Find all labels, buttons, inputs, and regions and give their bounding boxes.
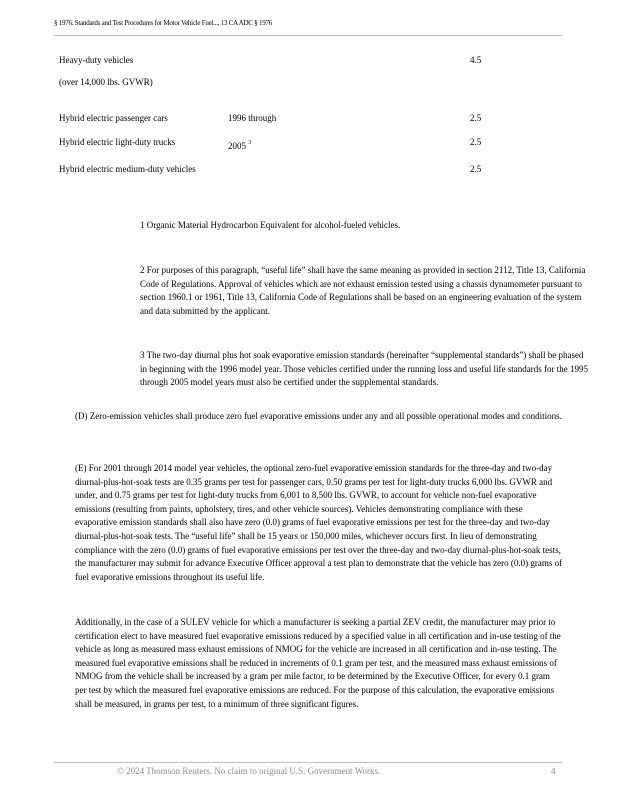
row-label: Hybrid electric passenger cars [59, 113, 168, 123]
footnote-line: through 2005 model years must also be certified under the supplemental standards. [140, 377, 439, 388]
footnote-line: section 1960.1 or 1961, Title 13, California Code of Regulations shall be based on an engineering evaluation of the system [140, 292, 582, 303]
row-value: 2.5 [470, 164, 482, 174]
footnote-line: and data submitted by the applicant. [140, 305, 270, 316]
footnote-2 [140, 264, 618, 318]
paragraph-d: (D) Zero-emission vehicles shall produce zero fuel evaporative emissions under any and all possible operational modes and conditions. [75, 411, 562, 421]
footnote-line: 3 The two-day diurnal plus hot soak evaporative emission standards (hereinafter “supplemental standards”) shall be phased [140, 350, 584, 360]
footnote-line: 2 For purposes of this paragraph, “useful life” shall have the same meaning as provided in section 2112, Title 13, California [140, 265, 586, 275]
footer-divider [54, 762, 562, 763]
paragraph-e: (E) For 2001 through 2014 model year vehicles, the optional zero-fuel evaporative emission standards for the three-day and two-day diurnal-plus-hot-soak tests are 0.35 grams per test for passenger cars, 0.50 grams per test for light-duty trucks 6,000 lbs. GVWR and under, and 0.75 grams per test for light-duty trucks from 6,001 to 8,500 lbs. GVWR, to account for vehicle non-fuel evaporative emissions (resulting from paints, upholstery, tires, and other vehicle sources). Vehicles demonstrating compliance with these evaporative emission standards shall also have zero (0.0) grams of fuel evaporative emissions per test for the three-day and two-day diurnal-plus-hot-soak tests. The “useful life” shall be 15 years or 150,000 miles, whichever occurs first. In lieu of demonstrating compliance with the zero (0.0) grams of fuel evaporative emissions per test over the three-day and two-day diurnal-plus-hot-soak tests, the manufacturer may submit for advance Executive Officer approval a test plan to demonstrate that the vehicle has zero (0.0) grams of fuel evaporative emissions throughout its useful life. [75, 463, 563, 582]
row-value: 2.5 [470, 137, 482, 147]
header-divider [54, 35, 562, 36]
footnote-line: Code of Regulations. Approval of vehicles which are not exhaust emission tested using a chassis dynamometer pursuant to [140, 278, 582, 289]
row-label: (over 14,000 lbs. GVWR) [59, 77, 153, 87]
copyright-notice: © 2024 Thomson Reuters. No claim to original U.S. Government Works. [117, 766, 381, 776]
footnote-1: 1 Organic Material Hydrocarbon Equivalent for alcohol-fueled vehicles. [140, 220, 401, 230]
footnote-3 [140, 349, 618, 390]
paragraph-additionally: Additionally, in the case of a SULEV vehicle for which a manufacturer is seeking a partial ZEV credit, the manufacturer may prior to certification elect to have measured fuel evaporative emissions reduced by a specified value in all certification and in-use testing of the vehicle as long as measured mass exhaust emissions of NMOG for the vehicle are increased in all certification and in-use testing. The measured fuel evaporative emissions shall be reduced in increments of 0.1 gram per test, and the measured mass exhaust emissions of NMOG from the vehicle shall be increased by a gram per mile factor, to be determined by the Executive Officer, for every 0.1 gram per test by which the measured fuel evaporative emissions are reduced. For the purpose of this calculation, the evaporative emissions shall be measured, in grams per test, to a minimum of three significant figures. [75, 617, 561, 709]
running-header: § 1976. Standards and Test Procedures for Motor Vehicle Fuel..., 13 CA ADC § 1976 [54, 19, 272, 27]
row-value: 2.5 [470, 113, 482, 123]
row-label: Hybrid electric light-duty trucks [59, 137, 176, 147]
page-number: 4 [551, 766, 556, 776]
row-value: 4.5 [470, 55, 482, 65]
row-years: 1996 through [228, 113, 277, 123]
row-label: Heavy-duty vehicles [59, 55, 134, 65]
footnote-line: in beginning with the 1996 model year. Those vehicles certified under the running loss and useful life standards for the 1995 [140, 363, 588, 374]
row-label: Hybrid electric medium-duty vehicles [59, 164, 196, 174]
footnote-ref[interactable]: 3 [248, 140, 252, 146]
row-years: 2005 $^3$ [228, 140, 252, 151]
